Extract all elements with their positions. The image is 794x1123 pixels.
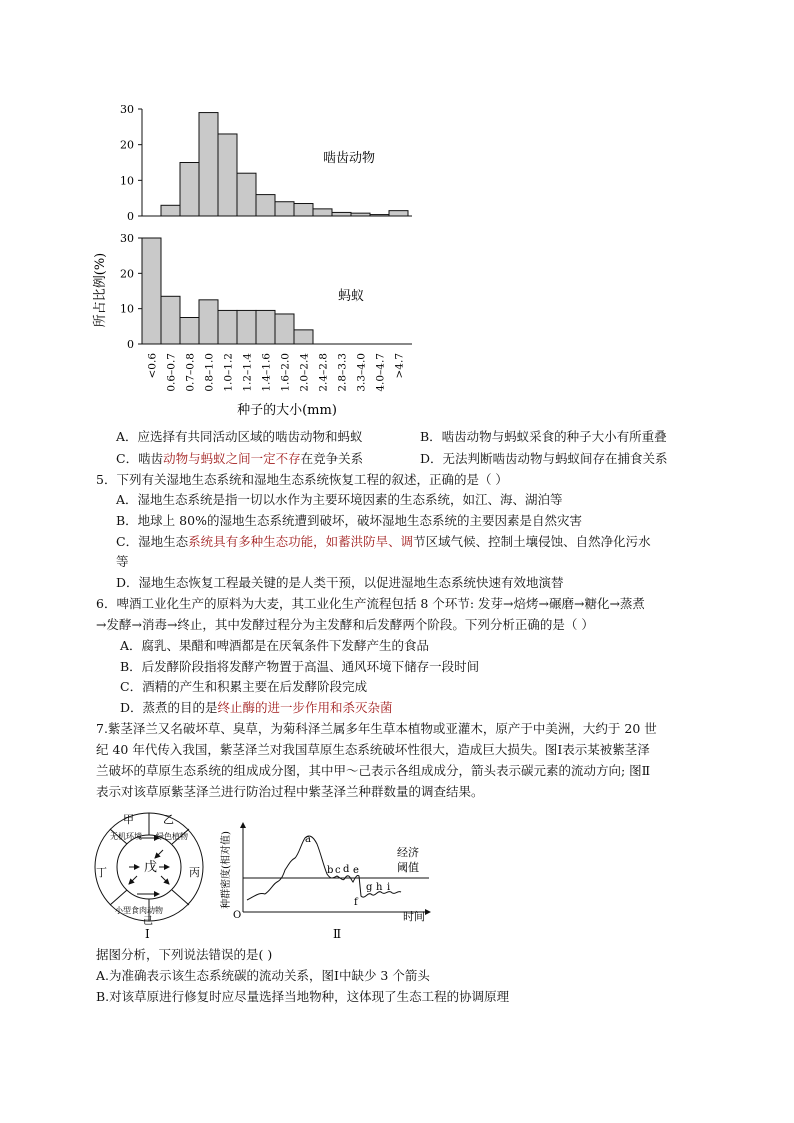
x-tick-label: 1.6–2.0 xyxy=(279,353,292,392)
bar-rodents-13 xyxy=(389,211,408,216)
q5-option-c-cont: 等 xyxy=(116,554,129,569)
q4-option-b: B．啮齿动物与蚂蚁采食的种子大小有所重叠 xyxy=(420,429,667,444)
label-bing: 丙 xyxy=(189,866,200,879)
q6-stem-line1: 6．啤酒工业化生产的原料为大麦，其工业化生产流程包括 8 个环节: 发芽→焙烤→碾磨→糖化→蒸煮 xyxy=(96,596,645,611)
label-env: 无机环境 xyxy=(110,832,142,841)
q5-stem: 5．下列有关湿地生态系统和湿地生态系统恢复工程的叙述，正确的是（ ） xyxy=(96,472,508,487)
q7-option-a: A.为准确表示该生态系统碳的流动关系，图Ⅰ中缺少 3 个箭头 xyxy=(96,968,430,983)
bar-ants-4 xyxy=(218,310,237,344)
y-tick-label: 0 xyxy=(127,210,134,223)
y-axis-label: 所占比例(%) xyxy=(93,252,108,328)
q5-option-a: A．湿地生态系统是指一切以水作为主要环境因素的生态系统，如江、海、湖泊等 xyxy=(116,492,563,507)
y-tick-label: 20 xyxy=(120,267,134,281)
point-f: f xyxy=(354,897,358,908)
y-tick-label: 30 xyxy=(120,232,134,245)
bar-ants-1 xyxy=(161,296,180,344)
threshold-label-2: 阈值 xyxy=(397,861,419,874)
x-tick-label: <0.6 xyxy=(146,353,159,379)
q6-option-d: D．蒸煮的目的是终止酶的进一步作用和杀灭杂菌 xyxy=(120,700,393,715)
bar-rodents-7 xyxy=(275,202,294,216)
figure-1-caption: Ⅰ xyxy=(145,927,150,940)
bar-rodents-5 xyxy=(237,173,256,216)
bar-rodents-3 xyxy=(199,113,218,216)
x-tick-label: 3.3–4.0 xyxy=(355,353,368,392)
bar-ants-0 xyxy=(142,238,161,344)
x-tick-label: 2.0–2.4 xyxy=(298,353,311,392)
bar-rodents-8 xyxy=(294,204,313,216)
figure-1-ecosystem-diagram xyxy=(93,810,218,940)
bar-rodents-6 xyxy=(256,195,275,216)
bar-ants-6 xyxy=(256,310,275,344)
q7-stem-line4: 表示对该草原紫茎泽兰进行防治过程中紫茎泽兰种群数量的调查结果。 xyxy=(96,784,484,799)
label-small-carnivore: 小型食肉动物 xyxy=(115,906,163,915)
y-tick-label: 20 xyxy=(120,138,134,152)
label-wu: 戊 xyxy=(144,860,158,875)
series-label-rodents: 啮齿动物 xyxy=(323,151,376,166)
bar-ants-5 xyxy=(237,310,256,344)
label-yi: 乙 xyxy=(163,813,174,826)
q7-question: 据图分析，下列说法错误的是( ) xyxy=(96,947,273,962)
series-label-ants: 蚂蚁 xyxy=(338,289,365,304)
x-tick-label: 0.6–0.7 xyxy=(165,353,178,392)
q7-stem-line3: 兰破坏的草原生态系统的组成成分图，其中甲～己表示各组成成分，箭头表示碳元素的流动方向; 图Ⅱ xyxy=(96,763,651,778)
q7-stem-line2: 纪 40 年代传入我国，紫茎泽兰对我国草原生态系统破坏性很大，造成巨大损失。图Ⅰ表示某被紫茎泽 xyxy=(96,742,650,757)
x-tick-label: 2.4–2.8 xyxy=(317,353,330,392)
x-tick-label: 1.2–1.4 xyxy=(241,353,254,392)
x-tick-label: 0.8–1.0 xyxy=(203,353,216,392)
x-tick-label: 4.0–4.7 xyxy=(374,353,387,392)
bar-rodents-11 xyxy=(351,213,370,216)
y-tick-label: 10 xyxy=(120,174,134,188)
origin-label: O xyxy=(233,910,242,921)
label-ding: 丁 xyxy=(96,866,107,879)
bar-rodents-2 xyxy=(180,163,199,217)
x-tick-label: >4.7 xyxy=(393,353,406,379)
x-axis-label: 时间 xyxy=(403,910,425,923)
label-jia: 甲 xyxy=(123,813,134,826)
point-h: h xyxy=(376,882,383,893)
y-tick-label: 30 xyxy=(120,103,134,116)
q7-option-b: B.对该草原进行修复时应尽量选择当地物种，这体现了生态工程的协调原理 xyxy=(96,989,510,1004)
point-a: a xyxy=(305,834,311,845)
q6-option-c: C．酒精的产生和积累主要在后发酵阶段完成 xyxy=(120,679,368,694)
q5-option-b: B．地球上 80%的湿地生态系统遭到破坏，破坏湿地生态系统的主要因素是自然灾害 xyxy=(116,513,582,528)
bar-ants-7 xyxy=(275,314,294,344)
bar-ants-8 xyxy=(294,330,313,344)
panel-ants xyxy=(120,232,412,351)
seed-size-histogram xyxy=(90,95,430,420)
x-axis-label: 种子的大小(mm) xyxy=(237,403,337,418)
x-tick-label: 1.0–1.2 xyxy=(222,353,235,392)
label-ji: 己 xyxy=(143,916,153,927)
point-g: g xyxy=(366,882,373,893)
point-b: b xyxy=(327,865,334,876)
q4-option-a: A．应选择有共同活动区域的啮齿动物和蚂蚁 xyxy=(116,429,363,444)
bar-rodents-1 xyxy=(161,205,180,216)
bar-rodents-10 xyxy=(332,212,351,216)
bar-rodents-9 xyxy=(313,209,332,216)
x-tick-label: 1.4–1.6 xyxy=(260,353,273,392)
bar-rodents-4 xyxy=(218,134,237,216)
bar-ants-2 xyxy=(180,318,199,345)
figure-2-caption: Ⅱ xyxy=(333,927,342,941)
label-plant: 绿色植物 xyxy=(156,832,188,841)
x-tick-labels xyxy=(147,353,406,392)
q7-stem-line1: 7.紫茎泽兰又名破坏草、臭草，为菊科泽兰属多年生草本植物或亚灌木，原产于中美洲，大约于 20 世 xyxy=(96,721,657,736)
figure-2-population-curve xyxy=(215,820,440,942)
y-tick-label: 10 xyxy=(120,302,134,316)
point-e: e xyxy=(353,865,359,876)
q4-option-d: D．无法判断啮齿动物与蚂蚁间存在捕食关系 xyxy=(420,451,668,466)
point-i: i xyxy=(387,882,391,893)
y-axis-label: 种群密度(相对值) xyxy=(221,831,232,909)
bar-ants-3 xyxy=(199,300,218,344)
q6-option-b: B．后发酵阶段指将发酵产物置于高温、通风环境下储存一段时间 xyxy=(120,659,480,674)
q5-option-d: D．湿地生态恢复工程最关键的是人类干预，以促进湿地生态系统快速有效地演替 xyxy=(116,575,564,590)
point-d: d xyxy=(343,864,350,875)
q6-stem-line2: →发酵→消毒→终止，其中发酵过程分为主发酵和后发酵两个阶段。下列分析正确的是（ ） xyxy=(96,617,594,632)
q5-option-c: C．湿地生态系统具有多种生态功能，如蓄洪防旱、调节区域气候、控制土壤侵蚀、自然净化污水 xyxy=(116,534,651,549)
bar-rodents-12 xyxy=(370,215,389,216)
x-tick-label: 0.7–0.8 xyxy=(184,353,197,392)
q4-option-c: C．啮齿动物与蚂蚁之间一定不存在竞争关系 xyxy=(116,451,364,466)
x-tick-label: 2.8–3.3 xyxy=(336,353,349,392)
q6-option-a: A．腐乳、果醋和啤酒都是在厌氧条件下发酵产生的食品 xyxy=(120,638,430,653)
threshold-label: 经济 xyxy=(397,846,419,859)
y-tick-label: 0 xyxy=(127,338,134,351)
point-c: c xyxy=(335,865,341,876)
